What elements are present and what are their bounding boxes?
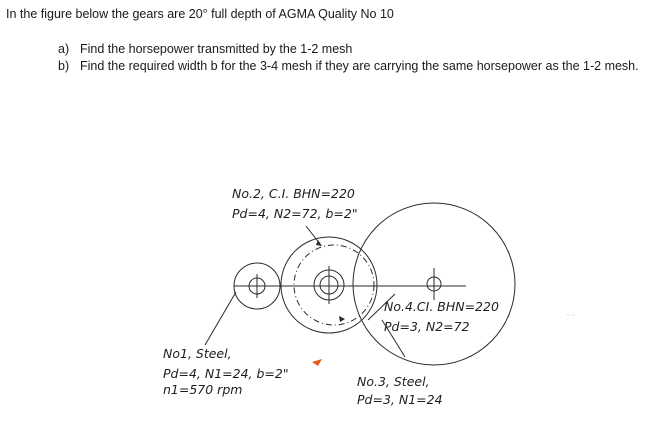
rotation-arrow-icon: [312, 359, 322, 366]
gear-3-label-line2: Pd=3, N1=24: [357, 392, 443, 407]
faint-mark: ~ ~: [566, 313, 576, 319]
mesh-arrowhead: [339, 316, 345, 322]
gear-1-label-line2: Pd=4, N1=24, b=2": [163, 366, 289, 381]
gear-1-leader: [205, 292, 236, 345]
gear-1-label-line1: No1, Steel,: [163, 346, 232, 361]
problem-intro: In the figure below the gears are 20° full depth of AGMA Quality No 10: [6, 7, 394, 21]
gear-2-label-line1: No.2, C.I. BHN=220: [232, 186, 355, 201]
gear-4-label-line2: Pd=3, N2=72: [384, 319, 470, 334]
question-a-marker: a): [58, 42, 70, 56]
gear-4-label-line1: No.4.CI. BHN=220: [384, 299, 499, 314]
question-b-marker: b): [58, 59, 70, 73]
gear-2-label-line2: Pd=4, N2=72, b=2": [232, 206, 358, 221]
gear-3-circle: [294, 245, 374, 325]
gear-1-label-line3: n1=570 rpm: [163, 382, 243, 397]
gear-3-label-line1: No.3, Steel,: [357, 374, 430, 389]
gear-2-arrowhead: [316, 240, 322, 246]
question-b-text: Find the required width b for the 3-4 mesh if they are carrying the same horsepower as the 1-2 mesh.: [80, 59, 639, 73]
question-a-text: Find the horsepower transmitted by the 1-2 mesh: [80, 42, 353, 56]
